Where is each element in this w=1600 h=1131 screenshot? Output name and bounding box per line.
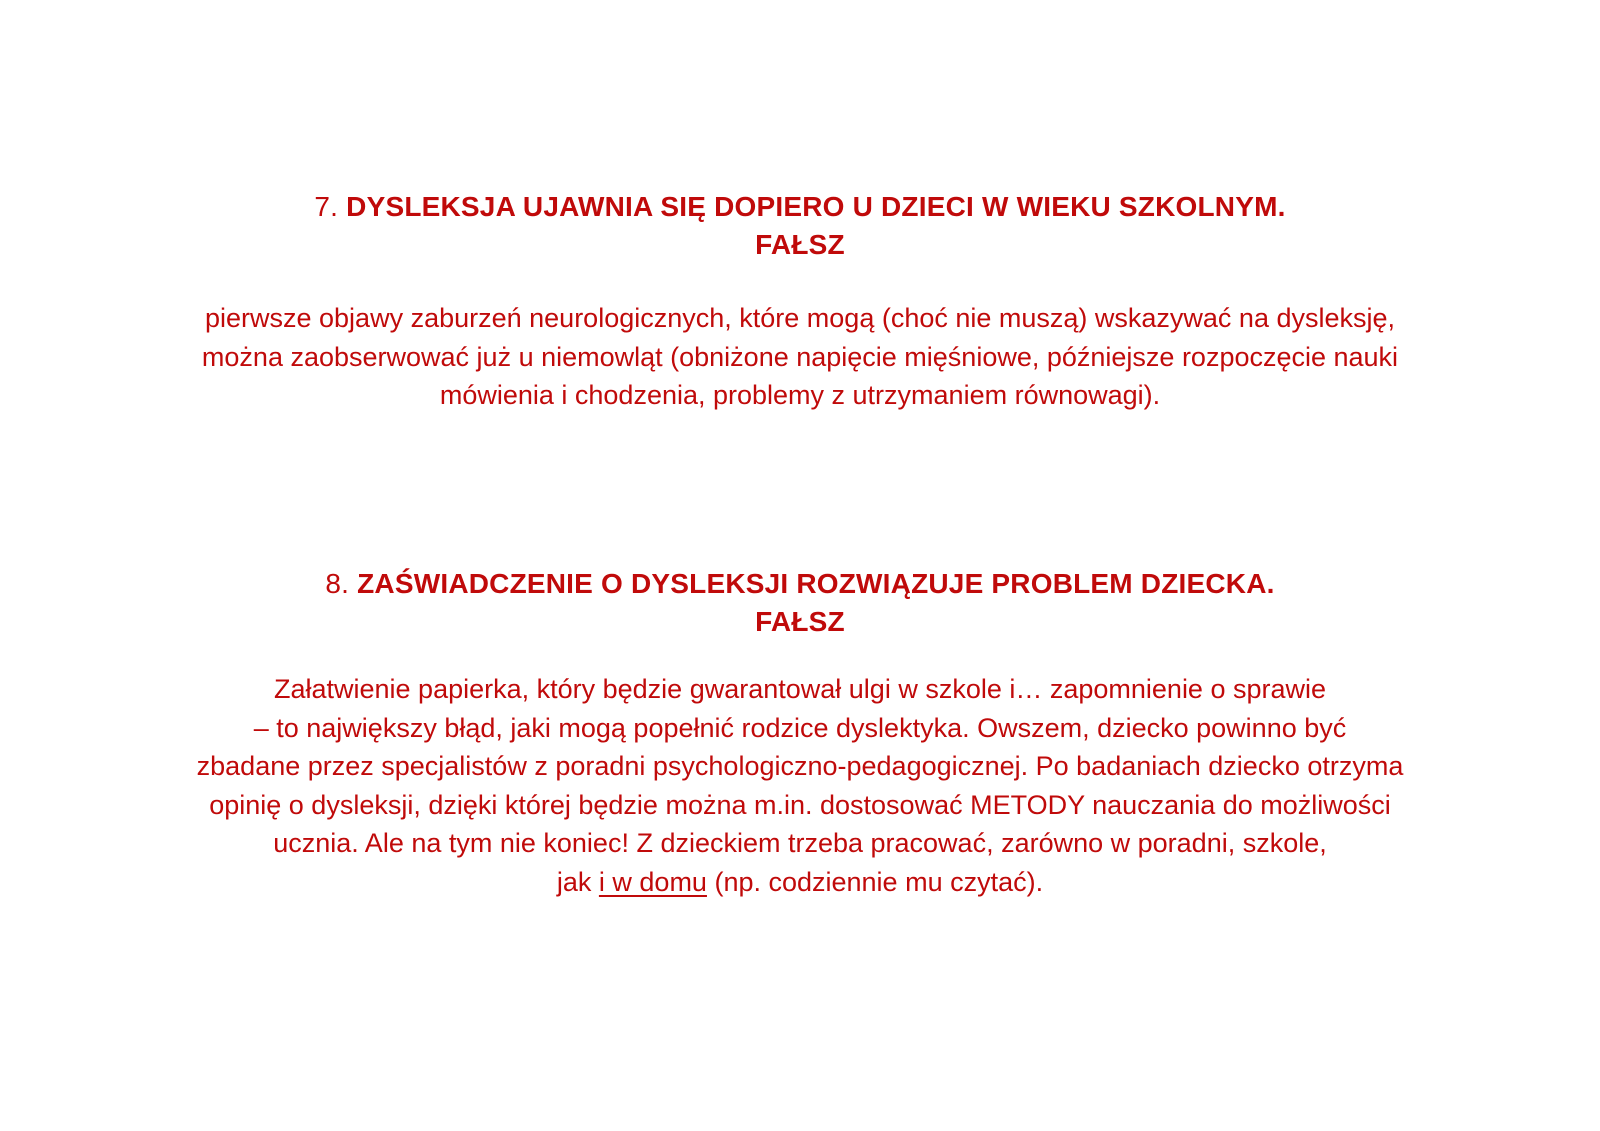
section-7-heading: [0, 188, 1600, 264]
body-line: można zaobserwować już u niemowląt (obniżone napięcie mięśniowe, późniejsze rozpoczęcie nauki: [201, 341, 1399, 372]
section-7-number: 7.: [314, 191, 339, 222]
body-line: opinię o dysleksji, dzięki której będzie można m.in. dostosować METODY nauczania do możliwości: [209, 789, 1391, 820]
last-line-before: jak: [556, 866, 599, 897]
section-8-body: [0, 670, 1600, 901]
section-7-body: [0, 299, 1600, 415]
section-8-number: 8.: [325, 568, 350, 599]
section-myth-7: [0, 188, 1600, 415]
body-line: ucznia. Ale na tym nie koniec! Z dzieckiem trzeba pracować, zarówno w poradni, szkole,: [273, 828, 1327, 858]
section-8-title: ZAŚWIADCZENIE O DYSLEKSJI ROZWIĄZUJE PROBLEM DZIECKA.: [357, 568, 1275, 599]
body-line: – to największy błąd, jaki mogą popełnić rodzice dyslektyka. Owszem, dziecko powinno być: [253, 712, 1347, 743]
underlined-phrase: i w domu: [598, 866, 707, 897]
body-line: Załatwienie papierka, który będzie gwarantował ulgi w szkole i… zapomnienie o sprawie: [273, 674, 1327, 704]
section-myth-8: [0, 565, 1600, 901]
section-8-verdict: FAŁSZ: [755, 606, 845, 637]
section-7-verdict: FAŁSZ: [755, 229, 845, 260]
section-7-title-line: [0, 188, 1600, 226]
section-7-title: DYSLEKSJA UJAWNIA SIĘ DOPIERO U DZIECI W WIEKU SZKOLNYM.: [346, 191, 1286, 222]
last-line-after: (np. codziennie mu czytać).: [706, 866, 1044, 897]
body-line-last: [0, 863, 1600, 902]
body-line: mówienia i chodzenia, problemy z utrzymaniem równowagi).: [439, 380, 1161, 410]
section-8-heading: [0, 565, 1600, 641]
body-line: zbadane przez specjalistów z poradni psychologiczno-pedagogicznej. Po badaniach dziecko otrzyma: [196, 751, 1404, 781]
body-line: pierwsze objawy zaburzeń neurologicznych, które mogą (choć nie muszą) wskazywać na dysleksję,: [204, 303, 1396, 333]
section-8-title-line: [0, 565, 1600, 603]
